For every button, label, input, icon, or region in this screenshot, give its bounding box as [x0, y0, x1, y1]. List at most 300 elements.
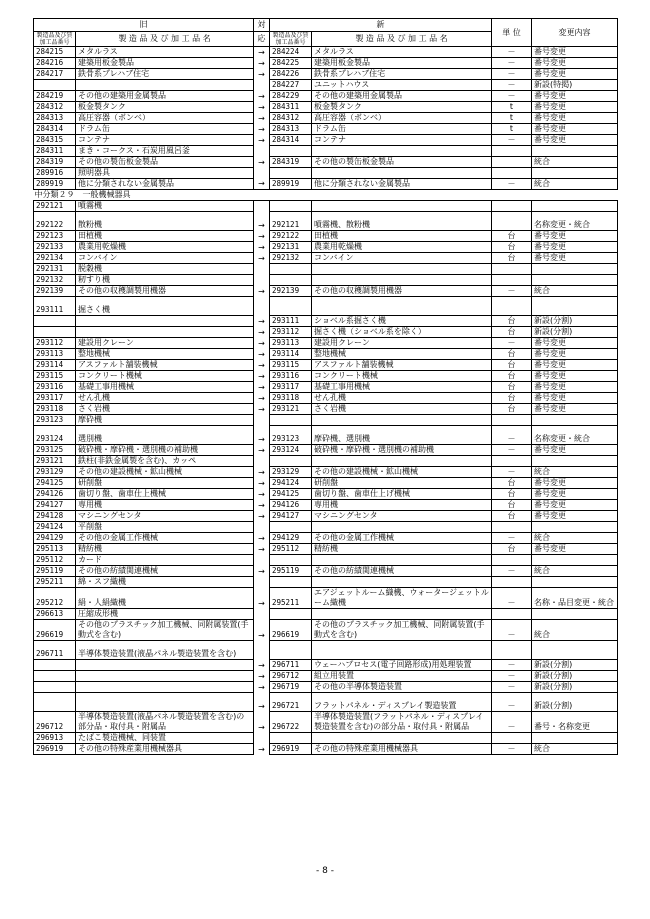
unit [492, 456, 532, 467]
change-content: 番号・名称変更 [532, 712, 618, 733]
old-name: 高圧容器（ボンベ） [76, 113, 254, 124]
old-code: 284312 [34, 102, 76, 113]
table-row [34, 426, 618, 445]
correspondence-arrow: → [254, 360, 270, 371]
unit: 台 [492, 393, 532, 404]
correspondence-arrow [254, 641, 270, 660]
new-code: 284226 [270, 69, 312, 80]
unit [492, 201, 532, 212]
change-content: 統合 [532, 179, 618, 190]
old-name: 選別機 [76, 426, 254, 445]
new-code: 284314 [270, 135, 312, 146]
old-code: 294126 [34, 489, 76, 500]
table-row [34, 102, 618, 113]
new-name: その他のプラスチック加工機械、同附属装置(手動式を含む) [312, 620, 492, 641]
correspondence-arrow: → [254, 404, 270, 415]
unit: 台 [492, 349, 532, 360]
new-code: 294126 [270, 500, 312, 511]
old-code: 296613 [34, 609, 76, 620]
old-name: ドラム缶 [76, 124, 254, 135]
old-code [34, 660, 76, 671]
change-content: 名称・品目変更・統合 [532, 588, 618, 609]
table-row [34, 620, 618, 641]
unit: － [492, 693, 532, 712]
old-name: 半導体製造装置(液晶パネル製造装置を含む) [76, 641, 254, 660]
correspondence-arrow: → [254, 533, 270, 544]
change-content: 番号変更 [532, 371, 618, 382]
old-code: 293117 [34, 393, 76, 404]
correspondence-arrow [254, 456, 270, 467]
new-name [312, 297, 492, 316]
new-code [270, 201, 312, 212]
new-name: 建設用クレーン [312, 338, 492, 349]
correspondence-arrow: → [254, 693, 270, 712]
new-code: 296919 [270, 744, 312, 755]
old-code: 284315 [34, 135, 76, 146]
table-row [34, 566, 618, 577]
correspondence-header: 対 [254, 19, 270, 32]
new-name: その他の製缶板金製品 [312, 157, 492, 168]
new-name-header: 製 造 品 及 び 加 工 品 名 [312, 32, 492, 47]
old-name: 照明器具 [76, 168, 254, 179]
classification-table [33, 18, 618, 755]
new-code: 293113 [270, 338, 312, 349]
table-row [34, 231, 618, 242]
unit [492, 168, 532, 179]
old-code: 295119 [34, 566, 76, 577]
new-name [312, 555, 492, 566]
table-row [34, 555, 618, 566]
unit: － [492, 286, 532, 297]
change-content: 番号変更 [532, 349, 618, 360]
table-row [34, 404, 618, 415]
table-row [34, 338, 618, 349]
old-code: 295113 [34, 544, 76, 555]
old-code: 295112 [34, 555, 76, 566]
old-name [76, 682, 254, 693]
new-code: 293129 [270, 467, 312, 478]
new-code: 292121 [270, 212, 312, 231]
unit: － [492, 566, 532, 577]
old-header: 旧 [34, 19, 254, 32]
new-code: 296722 [270, 712, 312, 733]
correspondence-arrow: → [254, 467, 270, 478]
unit: 台 [492, 231, 532, 242]
change-content [532, 146, 618, 157]
table-row [34, 641, 618, 660]
unit: － [492, 445, 532, 456]
old-name: コンクリート機械 [76, 371, 254, 382]
correspondence-arrow [254, 609, 270, 620]
old-code: 293121 [34, 456, 76, 467]
change-content: 新設(分割) [532, 682, 618, 693]
correspondence-arrow: → [254, 660, 270, 671]
new-code [270, 297, 312, 316]
old-name: 鉄骨系プレハブ住宅 [76, 69, 254, 80]
change-content [532, 456, 618, 467]
new-code: 284227 [270, 80, 312, 91]
classification-table-sheet [33, 18, 617, 755]
old-code: 296619 [34, 620, 76, 641]
old-name: コンバイン [76, 253, 254, 264]
unit: － [492, 426, 532, 445]
old-code: 284314 [34, 124, 76, 135]
old-name: 半導体製造装置(液晶パネル製造装置を含む)の部分品・取付具・附属品 [76, 712, 254, 733]
old-name: 板金製タンク [76, 102, 254, 113]
table-row [34, 168, 618, 179]
change-content: 番号変更 [532, 242, 618, 253]
correspondence-arrow: → [254, 620, 270, 641]
new-code: 284225 [270, 58, 312, 69]
correspondence-arrow: → [254, 231, 270, 242]
new-code: 293117 [270, 382, 312, 393]
new-code: 294124 [270, 478, 312, 489]
new-code: 292132 [270, 253, 312, 264]
old-name: 歯切り盤、歯車仕上機械 [76, 489, 254, 500]
old-code: 293129 [34, 467, 76, 478]
new-code: 284224 [270, 47, 312, 58]
new-code: 295211 [270, 588, 312, 609]
old-name: その他の金属工作機械 [76, 533, 254, 544]
change-content: 番号変更 [532, 338, 618, 349]
correspondence-arrow: → [254, 382, 270, 393]
correspondence-arrow: → [254, 212, 270, 231]
table-row [34, 456, 618, 467]
change-content: 統合 [532, 744, 618, 755]
unit [492, 275, 532, 286]
change-content [532, 201, 618, 212]
unit [492, 264, 532, 275]
correspondence-arrow: → [254, 671, 270, 682]
new-name: 鉄骨系プレハブ住宅 [312, 69, 492, 80]
old-code: 293125 [34, 445, 76, 456]
new-name: マシニングセンタ [312, 511, 492, 522]
new-code [270, 555, 312, 566]
new-name [312, 275, 492, 286]
old-code [34, 327, 76, 338]
old-name: その他の建築用金属製品 [76, 91, 254, 102]
old-name [76, 327, 254, 338]
old-code: 289919 [34, 179, 76, 190]
correspondence-arrow: → [254, 588, 270, 609]
correspondence-arrow: → [254, 478, 270, 489]
correspondence-arrow: → [254, 69, 270, 80]
old-name [76, 316, 254, 327]
unit: － [492, 533, 532, 544]
new-name: 板金製タンク [312, 102, 492, 113]
table-row [34, 327, 618, 338]
change-content: 統合 [532, 566, 618, 577]
new-code: 295119 [270, 566, 312, 577]
correspondence-arrow: → [254, 102, 270, 113]
old-name: 精紡機 [76, 544, 254, 555]
table-row [34, 489, 618, 500]
old-code: 292139 [34, 286, 76, 297]
new-code: 293114 [270, 349, 312, 360]
change-content [532, 522, 618, 533]
new-code: 284312 [270, 113, 312, 124]
table-row [34, 478, 618, 489]
old-name: 破砕機・摩砕機・選別機の補助機 [76, 445, 254, 456]
table-row [34, 297, 618, 316]
change-content: 新設(特掲) [532, 80, 618, 91]
table-row [34, 124, 618, 135]
table-row [34, 609, 618, 620]
change-content: 名称変更・統合 [532, 212, 618, 231]
unit [492, 609, 532, 620]
unit: － [492, 620, 532, 641]
table-row [34, 500, 618, 511]
old-name [76, 660, 254, 671]
old-name [76, 671, 254, 682]
table-row [34, 744, 618, 755]
change-content [532, 297, 618, 316]
change-content: 番号変更 [532, 500, 618, 511]
table-row [34, 286, 618, 297]
old-code: 294124 [34, 522, 76, 533]
change-content [532, 275, 618, 286]
unit-header: 単 位 [492, 19, 532, 47]
old-name: 建築用板金製品 [76, 58, 254, 69]
change-content: 番号変更 [532, 478, 618, 489]
table-row [34, 113, 618, 124]
new-name: コンクリート機械 [312, 371, 492, 382]
old-name: 農業用乾燥機 [76, 242, 254, 253]
correspondence-arrow [254, 201, 270, 212]
correspondence-arrow [254, 555, 270, 566]
old-code: 293111 [34, 297, 76, 316]
unit: 台 [492, 489, 532, 500]
old-name [76, 693, 254, 712]
change-content: 番号変更 [532, 231, 618, 242]
old-code: 293113 [34, 349, 76, 360]
new-name: 噴霧機、散粉機 [312, 212, 492, 231]
change-content: 番号変更 [532, 135, 618, 146]
unit: － [492, 671, 532, 682]
change-content: 番号変更 [532, 253, 618, 264]
old-name: 散粉機 [76, 212, 254, 231]
change-content: 番号変更 [532, 382, 618, 393]
change-content: 新設(分割) [532, 660, 618, 671]
correspondence-arrow: → [254, 445, 270, 456]
old-code: 293118 [34, 404, 76, 415]
new-name: その他の建築用金属製品 [312, 91, 492, 102]
change-content: 番号変更 [532, 445, 618, 456]
correspondence-arrow: → [254, 91, 270, 102]
new-code: 296712 [270, 671, 312, 682]
unit: 台 [492, 360, 532, 371]
unit: 台 [492, 371, 532, 382]
table-row [34, 660, 618, 671]
correspondence-arrow: → [254, 566, 270, 577]
correspondence-arrow [254, 80, 270, 91]
new-name: 組立用装置 [312, 671, 492, 682]
correspondence-arrow: → [254, 338, 270, 349]
unit [492, 146, 532, 157]
correspondence-arrow: → [254, 316, 270, 327]
table-row [34, 588, 618, 609]
table-row [34, 264, 618, 275]
change-content: 統合 [532, 286, 618, 297]
correspondence-arrow: → [254, 371, 270, 382]
new-name: メタルラス [312, 47, 492, 58]
table-row [34, 467, 618, 478]
new-header: 新 [270, 19, 492, 32]
old-code: 284217 [34, 69, 76, 80]
change-content: 新設(分割) [532, 693, 618, 712]
change-content [532, 733, 618, 744]
new-name: その他の紡績関連機械 [312, 566, 492, 577]
table-row [34, 511, 618, 522]
old-name: せん孔機 [76, 393, 254, 404]
new-code [270, 733, 312, 744]
unit: － [492, 744, 532, 755]
new-name [312, 415, 492, 426]
table-row [34, 349, 618, 360]
new-name [312, 201, 492, 212]
new-code: 294125 [270, 489, 312, 500]
table-row [34, 415, 618, 426]
table-row [34, 146, 618, 157]
change-content [532, 415, 618, 426]
correspondence-arrow [254, 264, 270, 275]
new-name: さく岩機 [312, 404, 492, 415]
new-code: 293118 [270, 393, 312, 404]
old-code: 293124 [34, 426, 76, 445]
change-content [532, 609, 618, 620]
old-code [34, 316, 76, 327]
new-code: 292122 [270, 231, 312, 242]
table-row [34, 393, 618, 404]
new-code: 293123 [270, 426, 312, 445]
new-name [312, 168, 492, 179]
old-code: 293115 [34, 371, 76, 382]
correspondence-arrow [254, 168, 270, 179]
new-code: 284319 [270, 157, 312, 168]
new-name: 半導体製造装置(フラットパネル・ディスプレイ製造装置を含む)の部分品・取付具・附属品 [312, 712, 492, 733]
new-code: 293116 [270, 371, 312, 382]
change-content [532, 264, 618, 275]
change-content: 番号変更 [532, 360, 618, 371]
change-content: 番号変更 [532, 544, 618, 555]
change-content: 番号変更 [532, 91, 618, 102]
old-code: 284216 [34, 58, 76, 69]
new-code: 293124 [270, 445, 312, 456]
unit: t [492, 102, 532, 113]
unit: 台 [492, 253, 532, 264]
correspondence-arrow: → [254, 286, 270, 297]
old-code: 294128 [34, 511, 76, 522]
new-name: ドラム缶 [312, 124, 492, 135]
change-content: 統合 [532, 467, 618, 478]
new-name [312, 456, 492, 467]
table-row [34, 157, 618, 168]
new-name: コンテナ [312, 135, 492, 146]
new-code [270, 641, 312, 660]
old-name: 圧縮成形機 [76, 609, 254, 620]
new-name: その他の半導体製造装置 [312, 682, 492, 693]
correspondence-header-2: 応 [254, 32, 270, 47]
new-name: 掘さく機（ショベル系を除く） [312, 327, 492, 338]
old-code: 292131 [34, 264, 76, 275]
correspondence-arrow: → [254, 682, 270, 693]
correspondence-arrow [254, 522, 270, 533]
table-row [34, 371, 618, 382]
new-name: フラットパネル・ディスプレイ製造装置 [312, 693, 492, 712]
new-code [270, 415, 312, 426]
new-code [270, 168, 312, 179]
old-code: 293116 [34, 382, 76, 393]
new-name: その他の特殊産業用機械器具 [312, 744, 492, 755]
old-code: 294125 [34, 478, 76, 489]
old-code: 284319 [34, 157, 76, 168]
unit [492, 577, 532, 588]
old-name: 平削盤 [76, 522, 254, 533]
table-row [34, 253, 618, 264]
old-name [76, 80, 254, 91]
old-name: 籾すり機 [76, 275, 254, 286]
new-code: 284313 [270, 124, 312, 135]
old-name: 脱穀機 [76, 264, 254, 275]
table-row [34, 275, 618, 286]
table-row [34, 69, 618, 80]
correspondence-arrow: → [254, 544, 270, 555]
new-code [270, 522, 312, 533]
unit: 台 [492, 327, 532, 338]
new-code: 289919 [270, 179, 312, 190]
correspondence-arrow: → [254, 157, 270, 168]
old-name: メタルラス [76, 47, 254, 58]
old-name: 他に分類されない金属製品 [76, 179, 254, 190]
change-content: 新設(分割) [532, 671, 618, 682]
new-code: 296721 [270, 693, 312, 712]
unit [492, 415, 532, 426]
old-name: 研削盤 [76, 478, 254, 489]
change-content [532, 577, 618, 588]
new-name: 破砕機・摩砕機・選別機の補助機 [312, 445, 492, 456]
old-code: 294129 [34, 533, 76, 544]
table-row [34, 733, 618, 744]
correspondence-arrow [254, 297, 270, 316]
old-code [34, 671, 76, 682]
section-divider-row [34, 190, 618, 201]
old-name: 建設用クレーン [76, 338, 254, 349]
new-name [312, 522, 492, 533]
change-content: 番号変更 [532, 511, 618, 522]
new-name [312, 577, 492, 588]
change-content [532, 168, 618, 179]
unit: 台 [492, 404, 532, 415]
new-code: 295112 [270, 544, 312, 555]
new-name: 精紡機 [312, 544, 492, 555]
new-name: ショベル系掘さく機 [312, 316, 492, 327]
correspondence-arrow: → [254, 124, 270, 135]
unit: 台 [492, 382, 532, 393]
new-name [312, 609, 492, 620]
old-name: 掘さく機 [76, 297, 254, 316]
old-code: 293112 [34, 338, 76, 349]
new-name: せん孔機 [312, 393, 492, 404]
correspondence-arrow: → [254, 179, 270, 190]
table-row [34, 179, 618, 190]
old-name: マシニングセンタ [76, 511, 254, 522]
change-content: 新設(分割) [532, 316, 618, 327]
new-name: アスファルト舗装機械 [312, 360, 492, 371]
change-content [532, 555, 618, 566]
change-content: 統合 [532, 157, 618, 168]
unit: － [492, 58, 532, 69]
change-content: 番号変更 [532, 69, 618, 80]
